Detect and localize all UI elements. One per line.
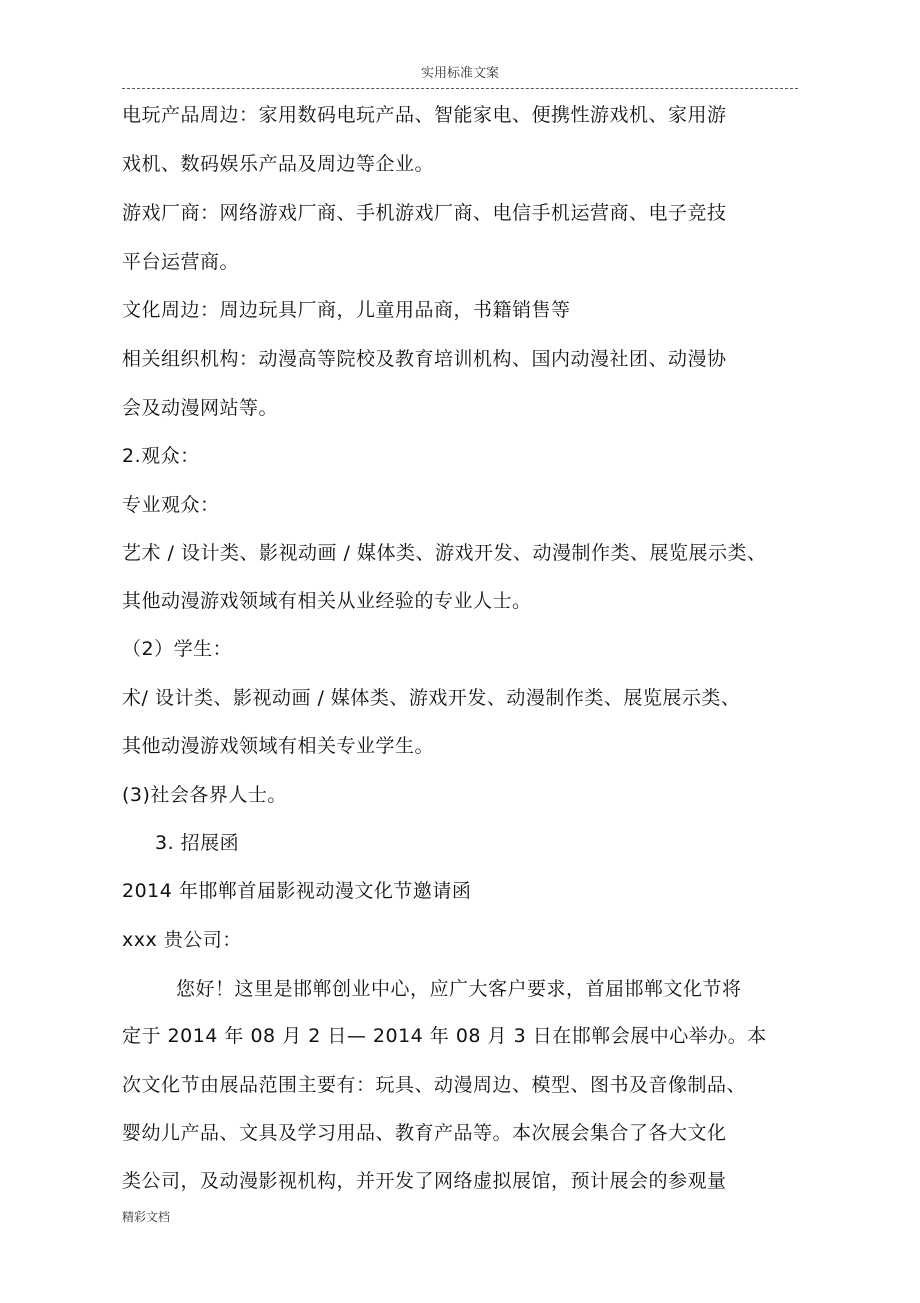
text-line-22: 婴幼儿产品、文具及学习用品、教育产品等。本次展会集合了各大文化 [122, 1122, 727, 1144]
text-line-19: 您好！这里是邯郸创业中心，应广大客户要求，首届邯郸文化节将 [176, 978, 742, 1000]
section-heading-invitation: 3. 招展函 [155, 832, 240, 854]
text-line-6: 相关组织机构：动漫高等院校及教育培训机构、国内动漫社团、动漫协 [122, 348, 727, 370]
salutation: xxx 贵公司： [122, 929, 242, 951]
text-line-2: 戏机、数码娱乐产品及周边等企业。 [122, 153, 435, 175]
text-line-15: (3)社会各界人士。 [122, 784, 287, 806]
text-line-1: 电玩产品周边：家用数码电玩产品、智能家电、便携性游戏机、家用游 [122, 104, 727, 126]
text-line-23: 类公司，及动漫影视机构，并开发了网络虚拟展馆，预计展会的参观量 [122, 1170, 727, 1192]
text-line-4: 平台运营商。 [122, 251, 240, 273]
text-line-12: （2）学生： [122, 638, 233, 660]
page-footer: 精彩文档 [122, 1210, 171, 1224]
text-line-10: 艺术 / 设计类、影视动画 / 媒体类、游戏开发、动漫制作类、展览展示类、 [122, 542, 767, 564]
text-line-7: 会及动漫网站等。 [122, 397, 279, 419]
invitation-title: 2014 年邯郸首届影视动漫文化节邀请函 [122, 880, 472, 902]
header-divider [122, 88, 798, 89]
text-line-14: 其他动漫游戏领域有相关专业学生。 [122, 735, 435, 757]
text-line-3: 游戏厂商：网络游戏厂商、手机游戏厂商、电信手机运营商、电子竞技 [122, 202, 727, 224]
text-line-11: 其他动漫游戏领域有相关从业经验的专业人士。 [122, 590, 532, 612]
text-line-5: 文化周边：周边玩具厂商，儿童用品商，书籍销售等 [122, 299, 571, 321]
text-line-21: 次文化节由展品范围主要有：玩具、动漫周边、模型、图书及音像制品、 [122, 1074, 747, 1096]
section-heading-audience: 2.观众： [122, 445, 200, 467]
text-line-20: 定于 2014 年 08 月 2 日— 2014 年 08 月 3 日在邯郸会展中心举办。本 [122, 1025, 767, 1047]
text-line-9: 专业观众： [122, 494, 220, 516]
text-line-13: 术/ 设计类、影视动画 / 媒体类、游戏开发、动漫制作类、展览展示类、 [122, 687, 741, 709]
page-header: 实用标准文案 [420, 66, 499, 81]
